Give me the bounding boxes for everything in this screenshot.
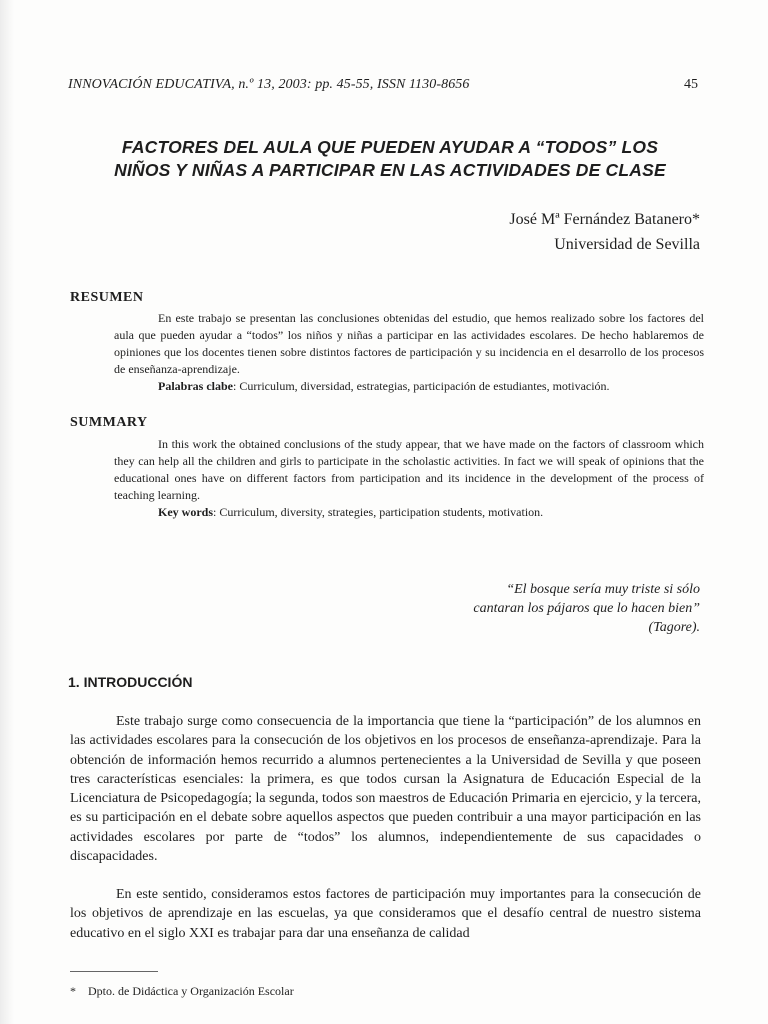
page-number: 45 bbox=[684, 77, 698, 92]
author-affiliation: Universidad de Sevilla bbox=[554, 236, 700, 253]
resumen-text: En este trabajo se presentan las conclusiones obtenidas del estudio, que hemos realizado sobre los factores del aula que pueden ayudar a “todos” los niños y niñas a participar en las actividades escolares. De hecho hablaremos de opiniones que los docentes tienen sobre distintos factores de participación y su incidencia en el desarrollo de los procesos de enseñanza-aprendizaje. bbox=[114, 311, 704, 376]
author-name: José Mª Fernández Batanero* bbox=[509, 211, 700, 228]
epigraph-attribution: (Tagore). bbox=[648, 620, 700, 635]
footnote-divider bbox=[70, 971, 158, 972]
summary-heading: SUMMARY bbox=[70, 415, 148, 430]
introduction-paragraph-2: En este sentido, consideramos estos factores de participación muy importantes para la consecución de los objetivos de aprendizaje en las escuelas, ya que consideramos que el desafío central de nuestro sistema educativo en el siglo XXI es trabajar para dar una enseñanza de calidad bbox=[70, 887, 701, 941]
title-line-2: NIÑOS Y NIÑAS A PARTICIPAR EN LAS ACTIVIDADES DE CLASE bbox=[114, 160, 666, 180]
resumen-abstract bbox=[114, 310, 704, 395]
resumen-keywords bbox=[114, 378, 704, 395]
epigraph-line-1: “El bosque sería muy triste si sólo bbox=[506, 582, 700, 597]
article-title bbox=[60, 136, 720, 182]
title-line-1: FACTORES DEL AULA QUE PUEDEN AYUDAR A “TODOS” LOS bbox=[121, 137, 659, 157]
summary-keywords bbox=[114, 504, 704, 521]
summary-abstract bbox=[114, 436, 704, 521]
introduction-heading: 1. INTRODUCCIÓN bbox=[68, 674, 193, 690]
resumen-keywords-list: : Curriculum, diversidad, estrategias, participación de estudiantes, motivación. bbox=[233, 379, 610, 393]
introduction-paragraph-1: Este trabajo surge como consecuencia de la importancia que tiene la “participación” de los alumnos en las actividades escolares para la consecución de los objetivos en los procesos de enseñanza-aprendizaje. Para la obtención de información hemos recurrido a alumnos pertenecientes a la Universidad de Sevilla y que poseen tres características esenciales: la primera, es que todos cursan la Asignatura de Educación Especial de la Licenciatura de Psicopedagogía; la segunda, todos son maestros de Educación Primaria en ejercicio, y la tercera, es su participación en el debate sobre aquellos aspectos que pueden contribuir a una mayor participación en las actividades escolares por parte de “todos” los alumnos, independientemente de sus capacidades o discapacidades. bbox=[70, 714, 701, 865]
running-head: INNOVACIÓN EDUCATIVA, n.º 13, 2003: pp. 45-55, ISSN 1130-8656 bbox=[68, 77, 470, 92]
author-block bbox=[509, 207, 700, 257]
resumen-keywords-label: Palabras clabe bbox=[158, 379, 233, 393]
epigraph-line-2: cantaran los pájaros que lo hacen bien” bbox=[473, 601, 700, 616]
footnote-text: Dpto. de Didáctica y Organización Escolar bbox=[88, 984, 294, 998]
summary-keywords-list: : Curriculum, diversity, strategies, participation students, motivation. bbox=[213, 505, 544, 519]
page-edge-shadow bbox=[0, 0, 14, 1024]
summary-keywords-label: Key words bbox=[158, 505, 213, 519]
footnote bbox=[70, 984, 294, 999]
epigraph-quote bbox=[473, 580, 700, 637]
summary-text: In this work the obtained conclusions of the study appear, that we have made on the factors of classroom which they can help all the children and girls to participate in the scholastic activities. In fact we will speak of opinions that the educational ones have on different factors from participation and its incidence in the development of the process of teaching learning. bbox=[114, 437, 704, 502]
footnote-mark: * bbox=[70, 984, 76, 998]
resumen-heading: RESUMEN bbox=[70, 290, 144, 305]
